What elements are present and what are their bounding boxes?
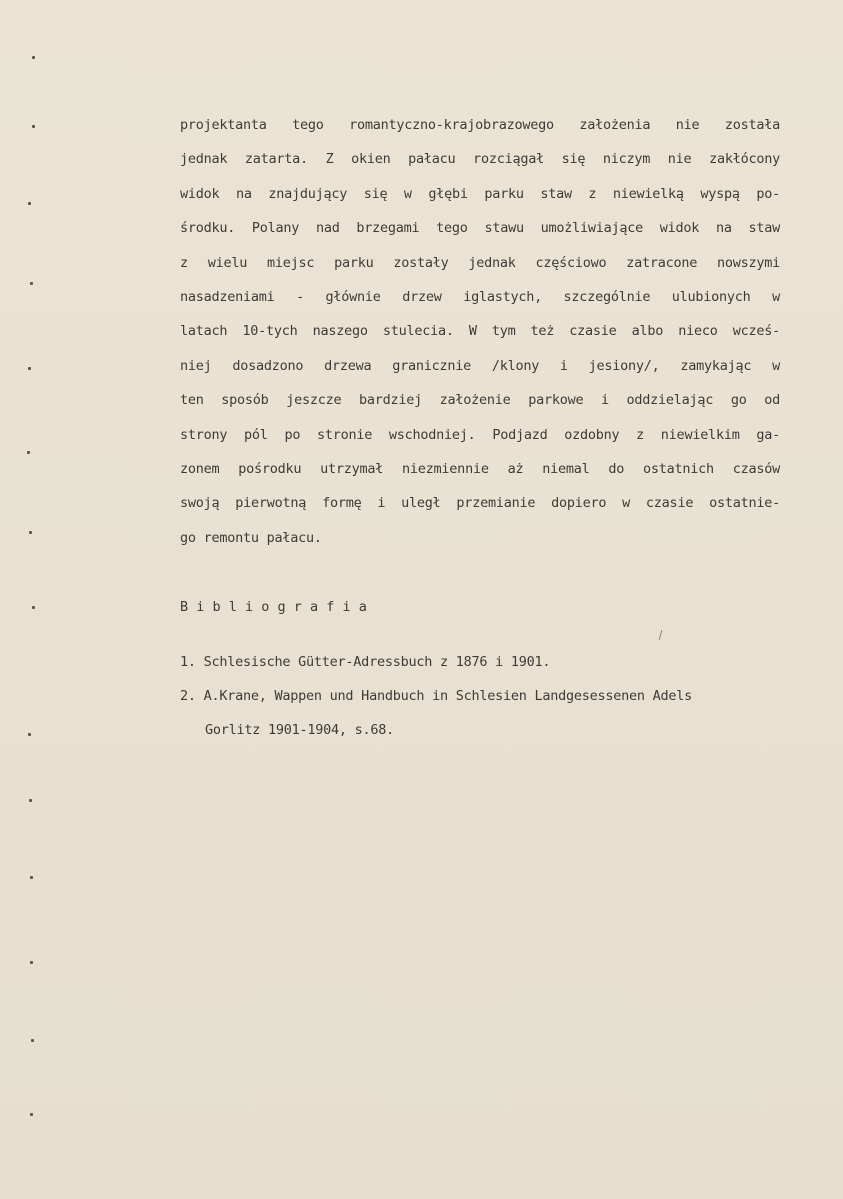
text-line: jednak zatarta. Z okien pałacu rozciągał się niczym nie zakłócony [180, 151, 780, 168]
text-line: projektanta tego romantyczno-krajobrazowego założenia nie została [180, 117, 780, 133]
body-paragraph [180, 108, 780, 555]
text-line: widok na znajdujący się w głębi parku staw z niewielką wyspą po- [180, 185, 780, 202]
bibliography-entry: 1. Schlesische Gütter-Adressbuch z 1876 i 1901. [180, 654, 551, 670]
text-line: zonem pośrodku utrzymał niezmiennie aż niemal do ostatnich czasów [180, 460, 780, 477]
bibliography-list [180, 645, 780, 747]
text-line: nasadzeniami - głównie drzew iglastych, szczególnie ulubionych w [180, 288, 780, 305]
binding-mark [27, 451, 30, 454]
bibliography-heading: B i b l i o g r a f i a [180, 599, 367, 615]
binding-mark [30, 282, 33, 285]
binding-mark [28, 733, 31, 736]
binding-mark [30, 1113, 33, 1116]
text-line: strony pól po stronie wschodniej. Podjazd ozdobny z niewielkim ga- [180, 426, 780, 443]
text-line: swoją pierwotną formę i uległ przemianie dopiero w czasie ostatnie- [180, 495, 780, 512]
binding-mark [30, 961, 33, 964]
binding-mark [32, 56, 35, 59]
bibliography-entry-continuation: Gorlitz 1901-1904, s.68. [205, 722, 395, 738]
binding-mark [29, 799, 32, 802]
bibliography-entry: 2. A.Krane, Wappen und Handbuch in Schlesien Landgesessenen Adels [180, 688, 693, 704]
text-line: niej dosadzono drzewa granicznie /klony i jesiony/, zamykając w [180, 357, 780, 374]
text-line: z wielu miejsc parku zostały jednak częściowo zatracone nowszymi [180, 254, 780, 271]
binding-mark [32, 606, 35, 609]
text-line: latach 10-tych naszego stulecia. W tym też czasie albo nieco wcześ- [180, 323, 780, 340]
text-line: środku. Polany nad brzegami tego stawu umożliwiające widok na staw [180, 220, 780, 237]
binding-mark [29, 531, 32, 534]
binding-mark [28, 367, 31, 370]
binding-mark [28, 202, 31, 205]
binding-mark [32, 125, 35, 128]
binding-mark [31, 1039, 34, 1042]
binding-holes [0, 0, 60, 1199]
binding-mark [30, 876, 33, 879]
text-line: ten sposób jeszcze bardziej założenie parkowe i oddzielając go od [180, 392, 780, 409]
stray-pen-mark [659, 630, 663, 640]
text-line: go remontu pałacu. [180, 529, 322, 546]
